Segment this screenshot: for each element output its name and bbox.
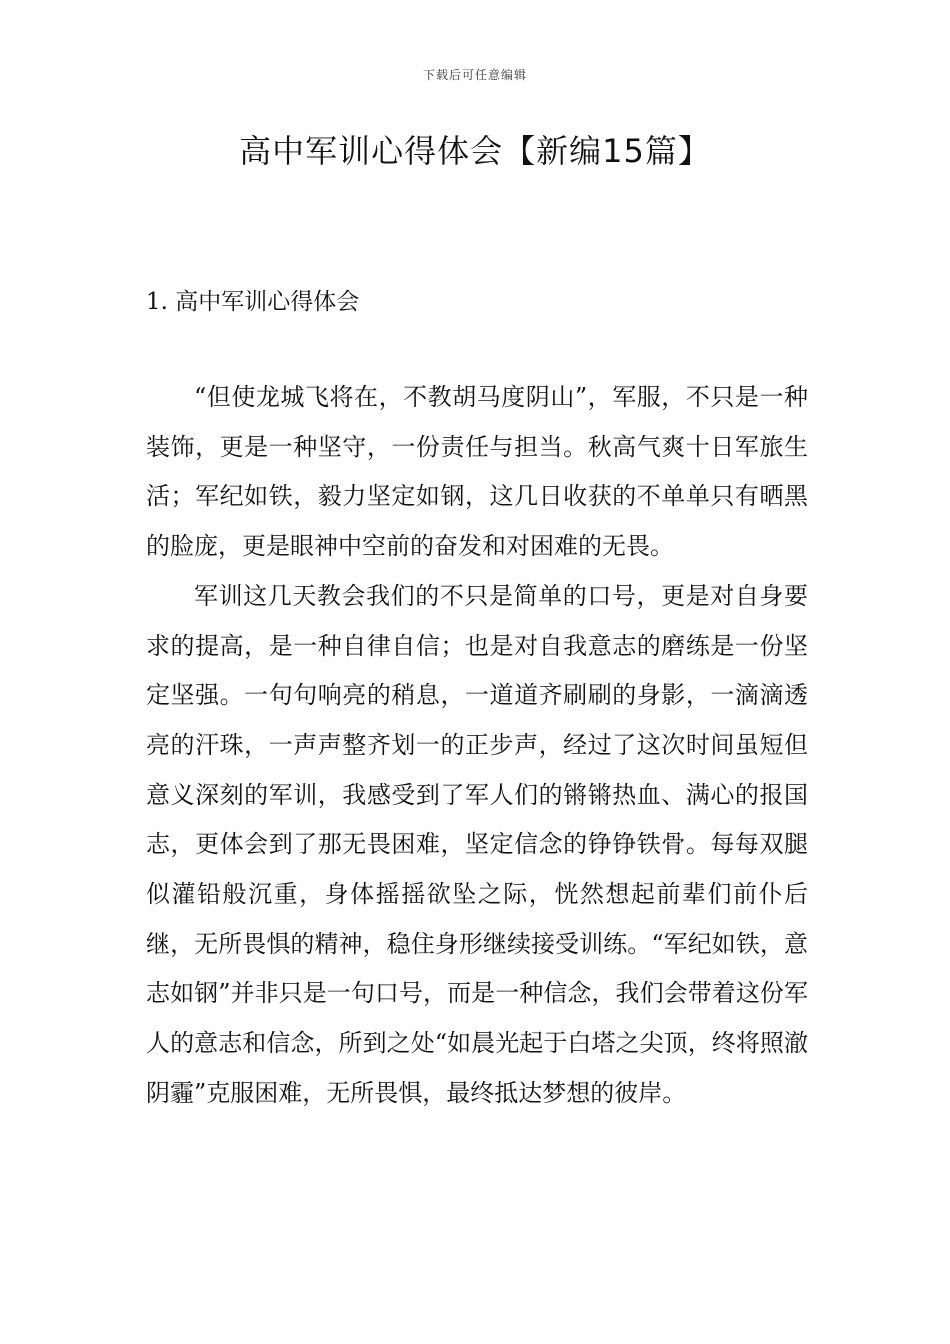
- header-note: 下载后可任意编辑: [422, 68, 527, 82]
- section-heading: 1. 高中军训心得体会: [146, 289, 360, 315]
- paragraph-2: 军训这几天教会我们的不只是简单的口号，更是对自身要求的提高，是一种自律自信；也是对自我意志的磨练是一份坚定坚强。一句句响亮的稍息，一道道齐刷刷的身影，一滴滴透亮的汗珠，一声声整齐划一的正步声，经过了这次时间虽短但意义深刻的军训，我感受到了军人们的锵锵热血、满心的报国志，更体会到了那无畏困难，坚定信念的铮铮铁骨。每每双腿似灌铅般沉重，身体摇摇欲坠之际，恍然想起前辈们前仆后继，无所畏惧的精神，稳住身形继续接受训练。“军纪如铁，意志如钢”并非只是一句口号，而是一种信念，我们会带着这份军人的意志和信念，所到之处“如晨光起于白塔之尖顶，终将照澈阴霾”克服困难，无所畏惧，最终抵达梦想的彼岸。: [146, 581, 808, 1107]
- document-title: 高中军训心得体会【新编15篇】: [239, 132, 711, 170]
- paragraph-1: “但使龙城飞将在，不教胡马度阴山”，军服，不只是一种装饰，更是一种坚守，一份责任与担当。秋高气爽十日军旅生活；军纪如铁，毅力坚定如钢，这几日收获的不单单只有晒黑的脸庞，更是眼神中空前的奋发和对困难的无畏。: [146, 383, 808, 561]
- body-text: [146, 373, 808, 1119]
